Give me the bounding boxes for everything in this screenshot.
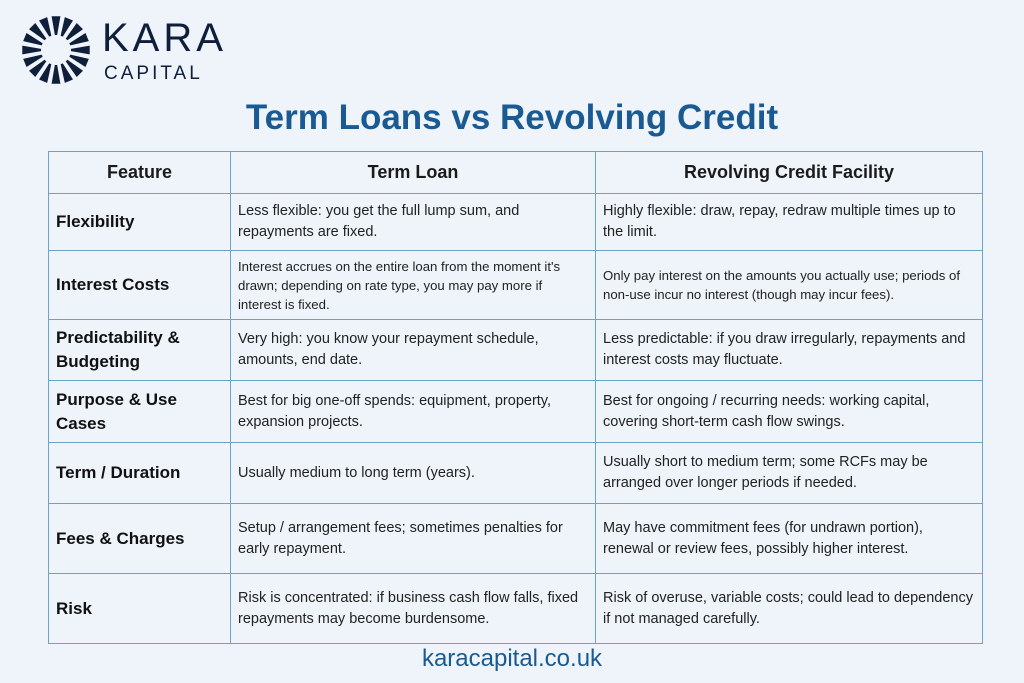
revolving-credit-cell: Best for ongoing / recurring needs: working capital, covering short-term cash flow swings. (596, 381, 983, 443)
feature-cell: Term / Duration (49, 443, 231, 504)
table-row (49, 320, 983, 381)
revolving-credit-cell: Only pay interest on the amounts you actually use; periods of non-use incur no interest (though may incur fees). (596, 251, 983, 320)
revolving-credit-cell: Risk of overuse, variable costs; could lead to dependency if not managed carefully. (596, 574, 983, 644)
term-loan-cell: Risk is concentrated: if business cash flow falls, fixed repayments may become burdensome. (231, 574, 596, 644)
feature-cell: Risk (49, 574, 231, 644)
table-row (49, 504, 983, 574)
brand-name: KARA (102, 15, 227, 60)
header-feature: Feature (49, 152, 231, 194)
term-loan-cell: Interest accrues on the entire loan from the moment it's drawn; depending on rate type, you may pay more if interest is fixed. (231, 251, 596, 320)
revolving-credit-cell: Less predictable: if you draw irregularly, repayments and interest costs may fluctuate. (596, 320, 983, 381)
brand-logo (20, 14, 227, 86)
table-row (49, 381, 983, 443)
table-row (49, 443, 983, 504)
term-loan-cell: Setup / arrangement fees; sometimes penalties for early repayment. (231, 504, 596, 574)
revolving-credit-cell: May have commitment fees (for undrawn portion), renewal or review fees, possibly higher interest. (596, 504, 983, 574)
table-row (49, 574, 983, 644)
table-row (49, 251, 983, 320)
table-header-row (49, 152, 983, 194)
header-revolving-credit: Revolving Credit Facility (596, 152, 983, 194)
feature-cell: Purpose & Use Cases (49, 381, 231, 443)
feature-cell: Flexibility (49, 194, 231, 251)
table-row (49, 194, 983, 251)
radial-burst-logo-icon (20, 14, 92, 86)
revolving-credit-cell: Highly flexible: draw, repay, redraw multiple times up to the limit. (596, 194, 983, 251)
term-loan-cell: Usually medium to long term (years). (231, 443, 596, 504)
feature-cell: Predictability & Budgeting (49, 320, 231, 381)
revolving-credit-cell: Usually short to medium term; some RCFs may be arranged over longer periods if needed. (596, 443, 983, 504)
header-term-loan: Term Loan (231, 152, 596, 194)
footer-website[interactable]: karacapital.co.uk (421, 645, 603, 672)
page-title: Term Loans vs Revolving Credit (245, 98, 779, 137)
comparison-table (48, 151, 983, 644)
brand-wordmark (102, 15, 227, 84)
term-loan-cell: Very high: you know your repayment schedule, amounts, end date. (231, 320, 596, 381)
feature-cell: Interest Costs (49, 251, 231, 320)
term-loan-cell: Less flexible: you get the full lump sum, and repayments are fixed. (231, 194, 596, 251)
term-loan-cell: Best for big one-off spends: equipment, property, expansion projects. (231, 381, 596, 443)
brand-sub: CAPITAL (104, 62, 203, 84)
feature-cell: Fees & Charges (49, 504, 231, 574)
